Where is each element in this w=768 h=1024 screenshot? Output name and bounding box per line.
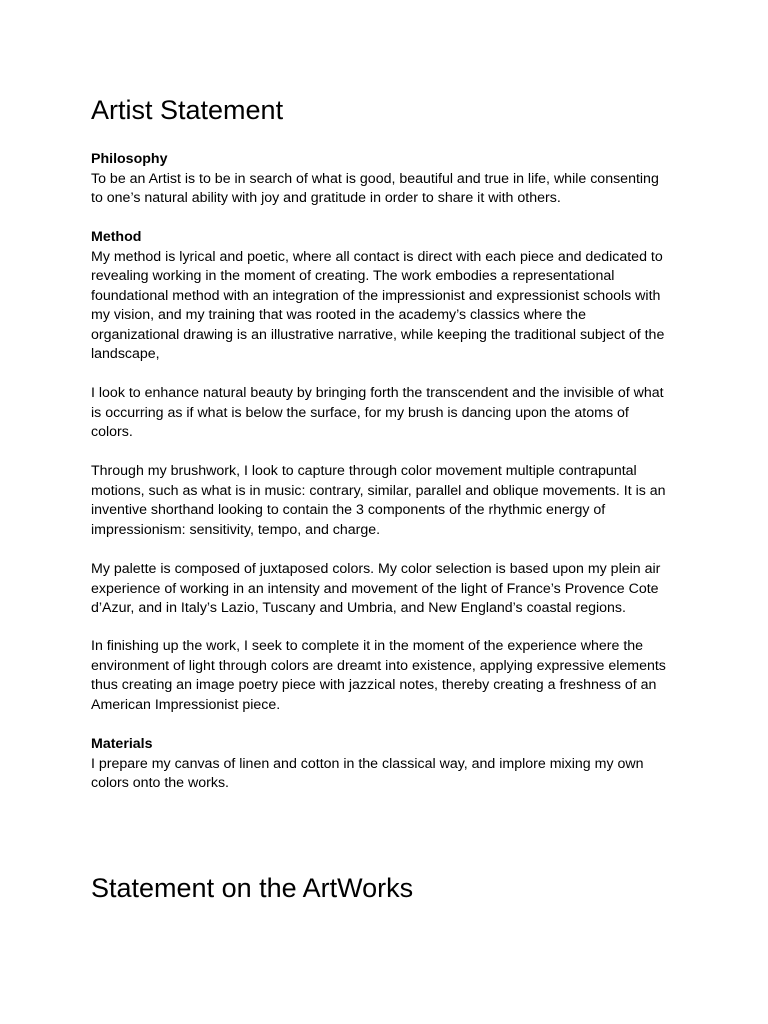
method-line: My method is lyrical and poetic, where all contact is direct with each piece and dedicated to <box>91 248 663 265</box>
philosophy-line: To be an Artist is to be in search of what is good, beautiful and true in life, while consenting <box>91 170 659 187</box>
paragraph-line: In finishing up the work, I seek to complete it in the moment of the experience where the <box>91 638 644 654</box>
paragraph-line: impressionism: sensitivity, tempo, and charge. <box>91 521 381 538</box>
section-title: Statement on the ArtWorks <box>91 873 414 903</box>
method-line: landscape, <box>91 346 160 362</box>
paragraph-line: colors. <box>91 424 133 440</box>
method-line: my vision, and my training that was rooted in the academy’s classics where the <box>91 307 586 323</box>
paragraph-line: My palette is composed of juxtaposed colors. My color selection is based upon my plein air <box>91 561 661 577</box>
paragraph-line: inventive shorthand looking to contain the 3 components of the rhythmic energy of <box>91 502 606 518</box>
paragraph-line: thus creating an image poetry piece with jazzical notes, thereby creating a freshness of an <box>91 677 657 693</box>
body-paragraph <box>91 384 691 443</box>
paragraph-line: I look to enhance natural beauty by bringing forth the transcendent and the invisible of what <box>91 385 664 401</box>
philosophy-heading: Philosophy <box>91 151 168 167</box>
body-paragraph <box>91 560 691 619</box>
method-section <box>91 228 691 365</box>
method-line: foundational method with an integration of the impressionist and expressionist schools with <box>91 287 661 304</box>
philosophy-line: to one’s natural ability with joy and gratitude in order to share it with others. <box>91 190 561 206</box>
paragraph-line: motions, such as what is in music: contrary, similar, parallel and oblique movements. It is an <box>91 482 666 499</box>
method-heading: Method <box>91 229 142 245</box>
paragraph-line: environment of light through colors are dreamt into existence, applying expressive elements <box>91 657 666 674</box>
paragraph-line: Through my brushwork, I look to capture through color movement multiple contrapuntal <box>91 463 637 479</box>
body-paragraph <box>91 637 691 715</box>
materials-heading: Materials <box>91 736 153 752</box>
paragraph-line: d’Azur, and in Italy’s Lazio, Tuscany and Umbria, and New England’s coastal regions. <box>91 600 626 616</box>
materials-line: I prepare my canvas of linen and cotton in the classical way, and implore mixing my own <box>91 755 644 772</box>
paragraph-line: American Impressionist piece. <box>91 696 281 713</box>
paragraph-line: is occurring as if what is below the surface, for my brush is dancing upon the atoms of <box>91 404 629 421</box>
materials-line: colors onto the works. <box>91 775 229 791</box>
paragraph-line: experience of working in an intensity and movement of the light of France’s Provence Cote <box>91 580 659 597</box>
materials-section <box>91 735 691 794</box>
document-title: Artist Statement <box>91 95 284 125</box>
body-paragraph <box>91 462 691 540</box>
method-line: revealing working in the moment of creating. The work embodies a representational <box>91 268 615 284</box>
philosophy-section <box>91 150 691 209</box>
method-line: organizational drawing is an illustrative narrative, while keeping the traditional subject of the <box>91 326 665 343</box>
